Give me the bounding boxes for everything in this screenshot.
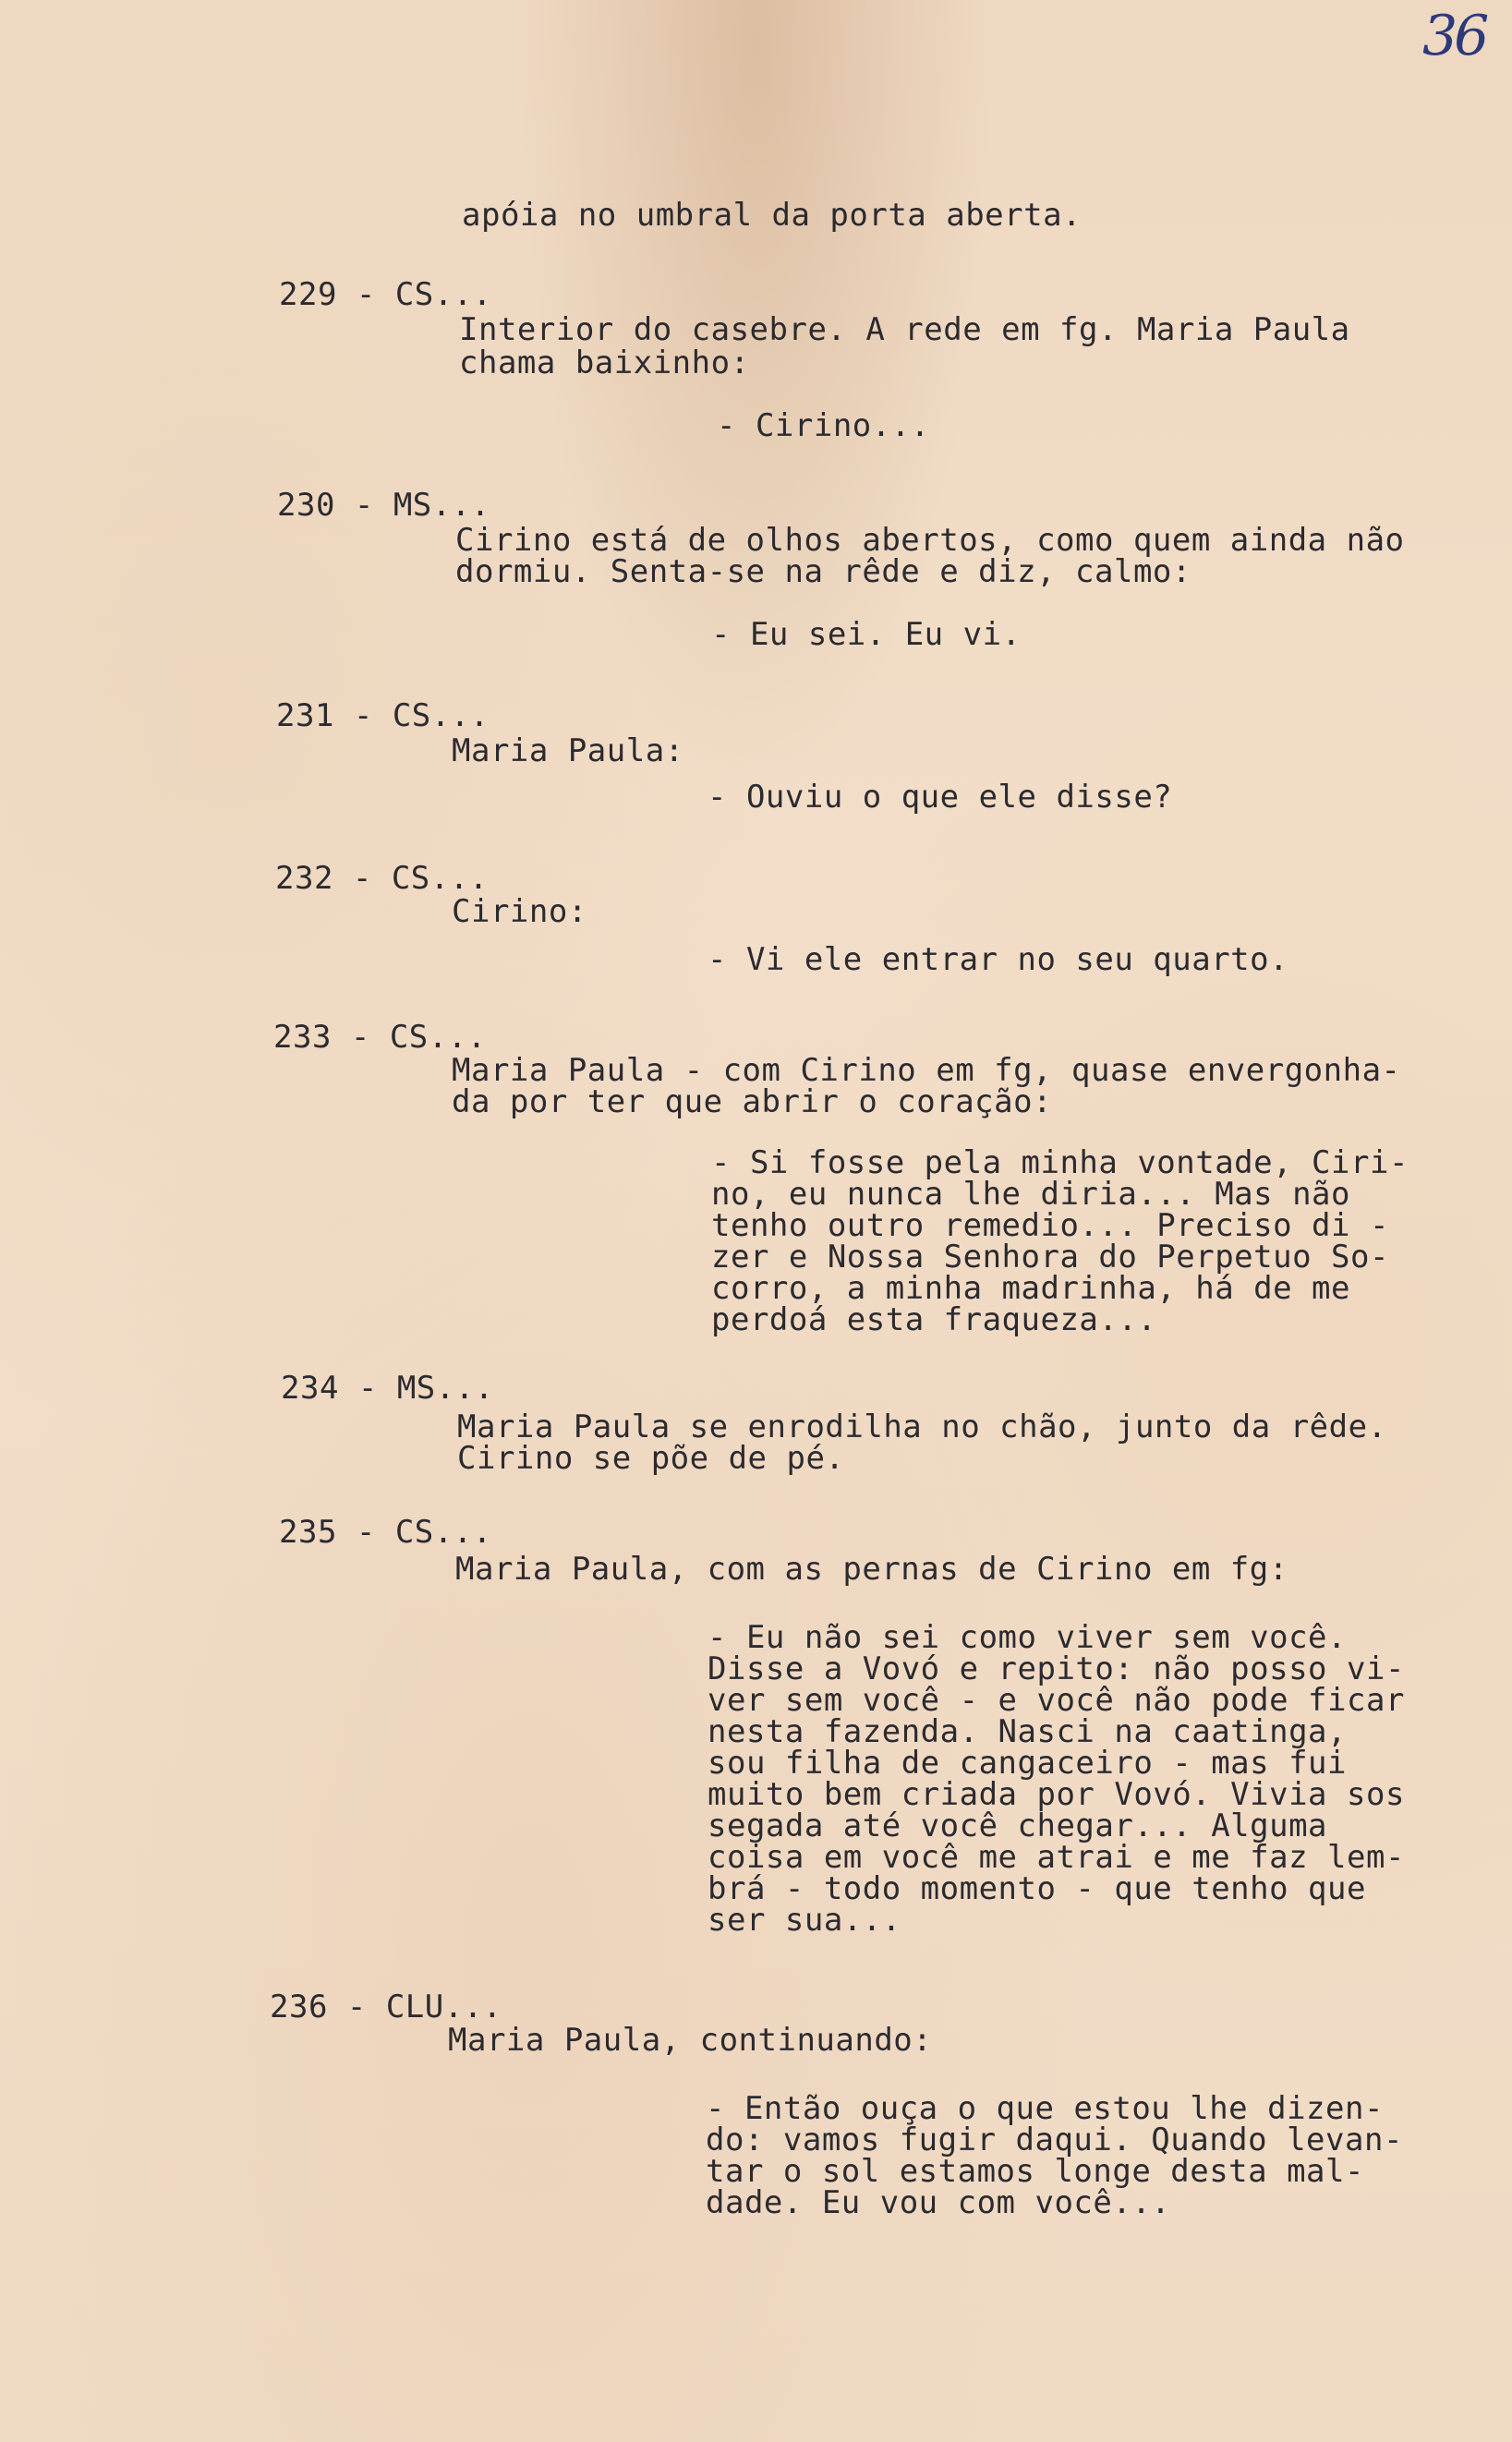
- direction-line: Maria Paula - com Cirino em fg, quase envergonha-: [452, 1052, 1401, 1089]
- direction-line: Cirino está de olhos abertos, como quem ainda não: [455, 522, 1405, 559]
- dialogue-line: tar o sol estamos longe desta mal-: [706, 2153, 1364, 2190]
- shot-number: 235 - CS...: [279, 1514, 492, 1551]
- direction-line: Maria Paula:: [452, 732, 684, 769]
- dialogue-line: - Si fosse pela minha vontade, Ciri-: [711, 1144, 1409, 1181]
- dialogue-line: - Eu não sei como viver sem você.: [708, 1619, 1348, 1656]
- direction-line: Interior do casebre. A rede em fg. Maria Paula: [459, 311, 1350, 348]
- dialogue-line: corro, a minha madrinha, há de me: [711, 1270, 1351, 1307]
- dialogue-line: nesta fazenda. Nasci na caatinga,: [708, 1713, 1348, 1750]
- dialogue-line: perdoá esta fraqueza...: [711, 1301, 1157, 1338]
- direction-line: Maria Paula, continuando:: [448, 2022, 933, 2059]
- dialogue-line: tenho outro remedio... Preciso di -: [711, 1207, 1389, 1244]
- dialogue-line: - Eu sei. Eu vi.: [711, 616, 1022, 653]
- dialogue-line: dade. Eu vou com você...: [706, 2184, 1171, 2221]
- direction-line: dormiu. Senta-se na rêde e diz, calmo:: [455, 553, 1191, 590]
- shot-number: 230 - MS...: [277, 487, 490, 524]
- dialogue-line: segada até você chegar... Alguma: [708, 1807, 1328, 1844]
- dialogue-line: do: vamos fugir daqui. Quando levan-: [706, 2122, 1403, 2158]
- dialogue-line: - Então ouça o que estou lhe dizen-: [706, 2090, 1384, 2127]
- direction-line: Maria Paula, com as pernas de Cirino em fg:: [455, 1551, 1288, 1588]
- dialogue-line: - Ouviu o que ele disse?: [708, 779, 1173, 816]
- shot-number: 232 - CS...: [275, 860, 489, 897]
- dialogue-line: no, eu nunca lhe diria... Mas não: [711, 1176, 1351, 1213]
- dialogue-line: - Cirino...: [717, 407, 930, 444]
- dialogue-line: ser sua...: [708, 1902, 901, 1939]
- dialogue-line: ver sem você - e você não pode ficar: [708, 1682, 1405, 1719]
- shot-number: 229 - CS...: [279, 276, 492, 313]
- direction-line: da por ter que abrir o coração:: [452, 1083, 1053, 1120]
- shot-number: 233 - CS...: [273, 1019, 487, 1056]
- direction-line: chama baixinho:: [459, 345, 750, 381]
- shot-number: 231 - CS...: [276, 697, 490, 734]
- direction-line: Cirino se põe de pé.: [457, 1440, 845, 1477]
- dialogue-line: Disse a Vovó e repito: não posso vi-: [708, 1650, 1405, 1687]
- dialogue-line: muito bem criada por Vovó. Vivia sos: [708, 1776, 1405, 1813]
- dialogue-line: sou filha de cangaceiro - mas fui: [708, 1745, 1348, 1782]
- shot-number: 236 - CLU...: [270, 1989, 502, 2025]
- page-number: 36: [1422, 4, 1486, 68]
- opening-line: apóia no umbral da porta aberta.: [462, 197, 1083, 234]
- direction-line: Maria Paula se enrodilha no chão, junto da rêde.: [457, 1408, 1387, 1445]
- direction-line: Cirino:: [452, 893, 587, 930]
- shot-number: 234 - MS...: [281, 1370, 494, 1407]
- dialogue-line: coisa em você me atrai e me faz lem-: [708, 1839, 1405, 1876]
- dialogue-line: - Vi ele entrar no seu quarto.: [708, 941, 1289, 978]
- dialogue-line: zer e Nossa Senhora do Perpetuo So-: [711, 1239, 1389, 1275]
- dialogue-line: brá - todo momento - que tenho que: [708, 1870, 1366, 1907]
